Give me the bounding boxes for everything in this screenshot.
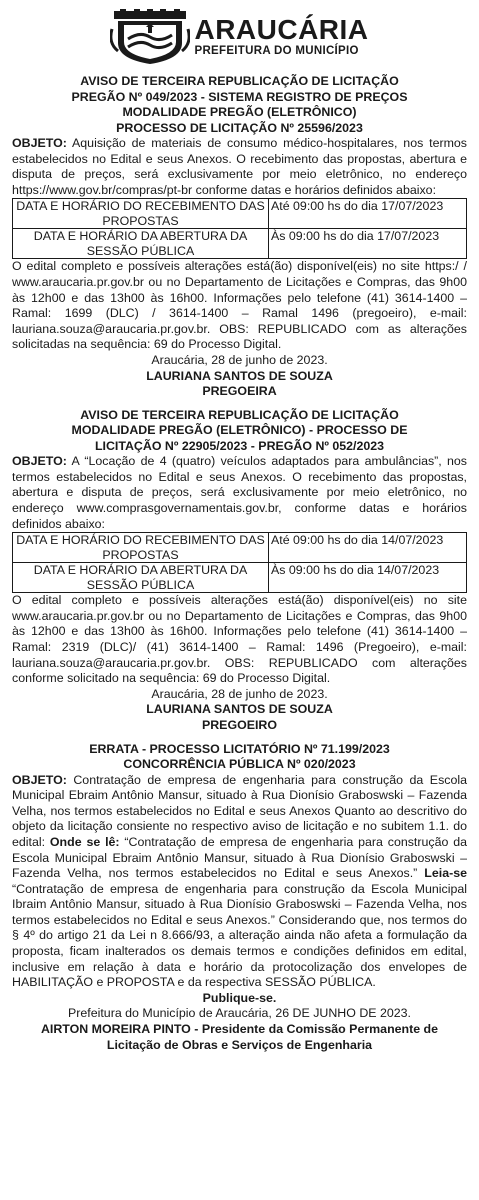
- objeto-text: Aquisição de materiais de consumo médico-hospitalares, nos termos estabelecidos no Edital e seus Anexos. O recebimento das propostas, abertura e disputa de preços, será exclusivamente por meio eletrônico, no endereço https://www.gov.br/compras/pt-br conforme datas e horários definidos abaixo:: [12, 136, 467, 197]
- schedule-value: Às 09:00 hs do dia 17/07/2023: [269, 229, 467, 259]
- notice-1-title-line: AVISO DE TERCEIRA REPUBLICAÇÃO DE LICITAÇÃO: [80, 74, 399, 88]
- notice-1-schedule-table: [12, 198, 467, 259]
- notice-2-body: O edital completo e possíveis alterações está(ão) disponível(eis) no site www.araucaria.pr.gov.br ou no Departamento de Licitações e Compras, das 9h00 às 12h00 e das 13h00 às 16h00. Informações pelo telefone (41) 3614-1400 – Ramal: 2319 (DLC)/ (41) 3614-1400 – Ramal: 1496 (Pregoeiro), e-mail: lauriana.souza@araucaria.pr.gov.br. OBS: REPUBLICADO com alterações conforme solicitado na sequência: 69 do Processo Digital.: [12, 593, 467, 686]
- objeto-label: OBJETO:: [12, 136, 67, 150]
- errata-date: Prefeitura do Município de Araucária, 26 DE JUNHO DE 2023.: [68, 1006, 411, 1021]
- notice-1-title-line: MODALIDADE PREGÃO (ELETRÔNICO): [122, 105, 357, 119]
- schedule-value: Até 09:00 hs do dia 17/07/2023: [269, 199, 467, 229]
- notice-1-role: PREGOEIRA: [202, 384, 277, 399]
- errata-text-2: “Contratação de empresa de engenharia para construção da Escola Municipal Ebraim Antônio Mansur, situado à Rua Dionísio Graboswski – Fazenda Velha, nos termos estabelecidos no Edital e seus Anexos.”: [12, 834, 467, 881]
- brand-subtitle: PREFEITURA DO MUNICÍPIO: [194, 45, 359, 58]
- errata-publique: Publique-se.: [202, 990, 277, 1005]
- notice-2-schedule-table: [12, 532, 467, 593]
- notice-1-title: [12, 74, 467, 136]
- errata-title-line: ERRATA - PROCESSO LICITATÓRIO Nº 71.199/2023: [89, 741, 390, 756]
- notice-2-title-line: MODALIDADE PREGÃO (ELETRÔNICO) - PROCESSO DE: [71, 423, 408, 438]
- errata-objeto: [12, 773, 467, 991]
- brand-name: ARAUCÁRIA: [194, 14, 369, 46]
- schedule-label: DATA E HORÁRIO DO RECEBIMENTO DAS PROPOSTAS: [13, 533, 269, 563]
- notice-1: [12, 74, 467, 400]
- notice-2-role: PREGOEIRO: [201, 717, 278, 732]
- schedule-value: Às 09:00 hs do dia 14/07/2023: [269, 563, 467, 593]
- notice-1-title-line: PROCESSO DE LICITAÇÃO Nº 25596/2023: [116, 120, 363, 135]
- errata-title: [12, 742, 467, 773]
- notice-2-date: Araucária, 28 de junho de 2023.: [151, 686, 328, 701]
- notice-1-date: Araucária, 28 de junho de 2023.: [151, 352, 328, 367]
- brand-block: [194, 16, 368, 58]
- notice-2: [12, 408, 467, 734]
- objeto-label: OBJETO:: [12, 772, 67, 787]
- notice-1-body: O edital completo e possíveis alterações está(ão) disponível(eis) no site https:/ / www.araucaria.pr.gov.br ou no Departamento de Licitações e Compras, das 9h00 às 12h00 e das 13h00 às 16h00. Informações pelo telefone (41) 3614-1400 – Ramal: 1699 (DLC) / 3614-1400 – Ramal 1496 (pregoeiro), e-mail: lauriana.souza@araucaria.pr.gov.br. OBS: REPUBLICADO com as alterações solicitadas na sequência: 69 do Processo Digital.: [12, 259, 467, 352]
- table-row: [13, 563, 467, 593]
- header: [12, 6, 467, 68]
- notice-2-title: [12, 408, 467, 455]
- notice-2-title-line: LICITAÇÃO Nº 22905/2023 - PREGÃO Nº 052/2023: [94, 438, 385, 453]
- leia-se-label: Leia-se: [424, 866, 467, 881]
- errata-signer-line: Licitação de Obras e Serviços de Engenharia: [106, 1037, 373, 1052]
- errata-title-line: CONCORRÊNCIA PÚBLICA Nº 020/2023: [123, 757, 356, 772]
- notice-1-objeto: [12, 136, 467, 198]
- objeto-text: A “Locação de 4 (quatro) veículos adaptados para ambulâncias”, nos termos estabelecidos no Edital e seus Anexos. O recebimento das propostas, abertura e disputa de preços, será exclusivamente por meio eletrônico, no endereço www.comprasgovernamentais.gov.br, conforme datas e horários definidos abaixo:: [12, 454, 467, 531]
- schedule-label: DATA E HORÁRIO DO RECEBIMENTO DAS PROPOSTAS: [13, 199, 269, 229]
- schedule-label: DATA E HORÁRIO DA ABERTURA DA SESSÃO PÚBLICA: [13, 229, 269, 259]
- notice-2-title-line: AVISO DE TERCEIRA REPUBLICAÇÃO DE LICITAÇÃO: [80, 407, 399, 422]
- errata: [12, 742, 467, 1054]
- errata-text-1: Contratação de empresa de engenharia para construção da Escola Municipal Ebraim Antônio Mansur, situado à Rua Dionísio Graboswski – Fazenda Velha, nos termos estabelecidos no Edital e seus Anexos Quanto ao descritivo do objeto da licitação consiente no respectivo aviso de licitação e no subitem 1.1. do edital:: [12, 772, 467, 849]
- errata-text-3: “Contratação de empresa de engenharia para construção da Escola Municipal Ibraim Antônio Mansur, situado à Rua Dionísio Graboswski – Fazenda Velha, nos termos estabelecidos no Edital e seus Anexos.” Considerando que, nos termos do § 4º do artigo 21 da Lei n 8.666/93, a alteração ainda não afeta a formulação da proposta, ficam inalterados os demais termos e condições definidos em edital, inclusive em relação à data e horário da protocolização dos envelopes de HABILITAÇÃO e PROPOSTA e da respectiva SESSÃO PÚBLICA.: [12, 881, 467, 990]
- table-row: [13, 229, 467, 259]
- schedule-label: DATA E HORÁRIO DA ABERTURA DA SESSÃO PÚBLICA: [13, 563, 269, 593]
- table-row: [13, 199, 467, 229]
- notice-1-signer: LAURIANA SANTOS DE SOUZA: [146, 368, 333, 383]
- schedule-value: Até 09:00 hs do dia 14/07/2023: [269, 533, 467, 563]
- onde-se-le-label: Onde se lê:: [49, 834, 120, 849]
- notice-1-title-line: PREGÃO Nº 049/2023 - SISTEMA REGISTRO DE PREÇOS: [71, 89, 408, 104]
- araucaria-coat-of-arms-icon: [110, 9, 190, 65]
- errata-signer-line: AIRTON MOREIRA PINTO - Presidente da Comissão Permanente de: [40, 1022, 439, 1037]
- notice-2-signer: LAURIANA SANTOS DE SOUZA: [146, 702, 333, 717]
- objeto-label: OBJETO:: [12, 454, 67, 469]
- notice-2-objeto: [12, 454, 467, 532]
- table-row: [13, 533, 467, 563]
